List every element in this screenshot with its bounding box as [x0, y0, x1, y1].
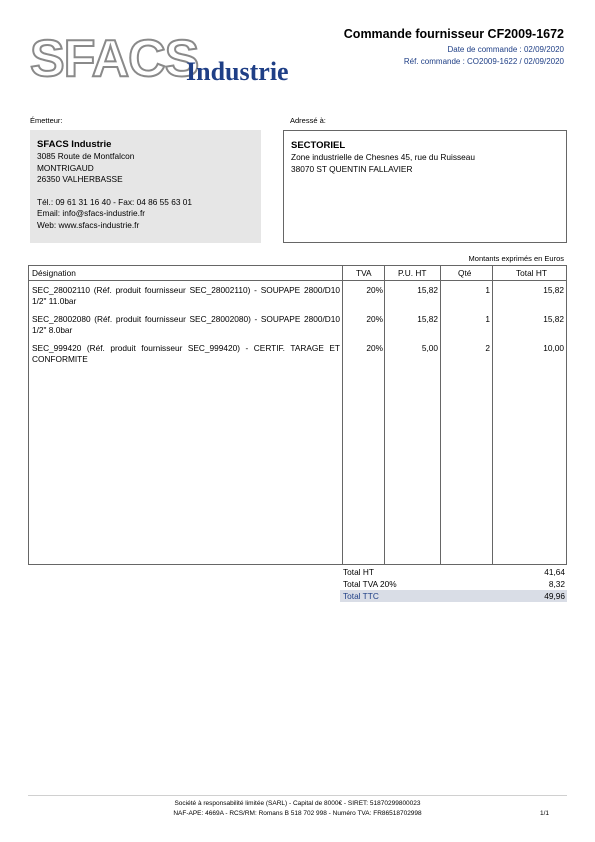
sender-name: SFACS Industrie [37, 139, 112, 150]
total-tva-label: Total TVA 20% [343, 579, 397, 589]
total-ht-label: Total HT [343, 567, 374, 577]
totals-block [340, 566, 567, 602]
sender-address-2: MONTRIGAUD [37, 162, 94, 173]
sender-box [30, 130, 261, 243]
document-title: Commande fournisseur CF2009-1672 [343, 27, 564, 41]
row-quantity: 1 [485, 314, 490, 324]
row-designation: SEC_999420 (Réf. produit fournisseur SEC_999420) - CERTIF. TARAGE ET CONFORMITE [32, 343, 340, 364]
currency-note: Montants exprimés en Euros [468, 254, 564, 263]
recipient-box [283, 130, 567, 243]
company-logo [30, 30, 320, 88]
sender-address-3: 26350 VALHERBASSE [37, 174, 123, 184]
table-header [29, 266, 566, 281]
page-number: 1/1 [539, 810, 549, 817]
total-ht-row [340, 566, 567, 578]
row-tva: 20% [366, 285, 383, 295]
footer-divider [28, 795, 567, 796]
row-total: 15,82 [543, 314, 564, 324]
row-total: 15,82 [543, 285, 564, 295]
row-unit-price: 15,82 [417, 285, 438, 295]
recipient-name: SECTORIEL [291, 140, 346, 151]
footer-legal-line-1: Société à responsabilité limitée (SARL) - Capital de 8000€ - SIRET: 51870299800023 [174, 800, 421, 807]
row-unit-price: 15,82 [417, 314, 438, 324]
recipient-address-2: 38070 ST QUENTIN FALLAVIER [291, 163, 413, 174]
total-tva-value: 8,32 [548, 579, 565, 589]
order-reference: Réf. commande : CO2009-1622 / 02/09/2020 [403, 57, 564, 66]
header-unit-price: P.U. HT [398, 268, 427, 278]
header-total-ht: Total HT [516, 268, 547, 278]
logo-suffix: Industrie [186, 57, 289, 86]
header-designation: Désignation [32, 268, 76, 278]
sender-label: Émetteur: [30, 116, 63, 125]
footer-legal-line-2: NAF-APE: 4669A - RCS/RM: Romans B 518 702 998 - Numéro TVA: FR86518702998 [173, 810, 422, 817]
sender-address-1: 3085 Route de Montfalcon [37, 151, 135, 161]
total-ttc-label: Total TTC [343, 591, 379, 601]
logo-brand: SFACS [30, 30, 199, 88]
row-designation: SEC_28002080 (Réf. produit fournisseur SEC_28002080) - SOUPAPE 2800/D10 1/2" 8.0bar [32, 314, 340, 335]
row-quantity: 2 [485, 343, 490, 353]
row-tva: 20% [366, 314, 383, 324]
row-total: 10,00 [543, 343, 564, 353]
header-quantity: Qté [458, 268, 472, 278]
sender-email: Email: info@sfacs-industrie.fr [37, 208, 146, 218]
sender-phone: Tél.: 09 61 31 16 40 - Fax: 04 86 55 63 01 [37, 196, 192, 207]
total-tva-row [340, 578, 567, 590]
sender-web: Web: www.sfacs-industrie.fr [37, 219, 140, 230]
items-table [28, 265, 567, 565]
row-unit-price: 5,00 [421, 343, 438, 353]
order-date: Date de commande : 02/09/2020 [447, 45, 564, 54]
row-quantity: 1 [485, 285, 490, 295]
row-designation: SEC_28002110 (Réf. produit fournisseur SEC_28002110) - SOUPAPE 2800/D10 1/2" 11.0bar [32, 285, 340, 306]
recipient-label: Adressé à: [290, 116, 326, 125]
row-tva: 20% [366, 343, 383, 353]
header-tva: TVA [356, 268, 372, 278]
total-ht-value: 41,64 [544, 567, 565, 577]
total-ttc-row [340, 590, 567, 602]
recipient-address-1: Zone industrielle de Chesnes 45, rue du Ruisseau [291, 152, 476, 162]
total-ttc-value: 49,96 [544, 591, 565, 601]
